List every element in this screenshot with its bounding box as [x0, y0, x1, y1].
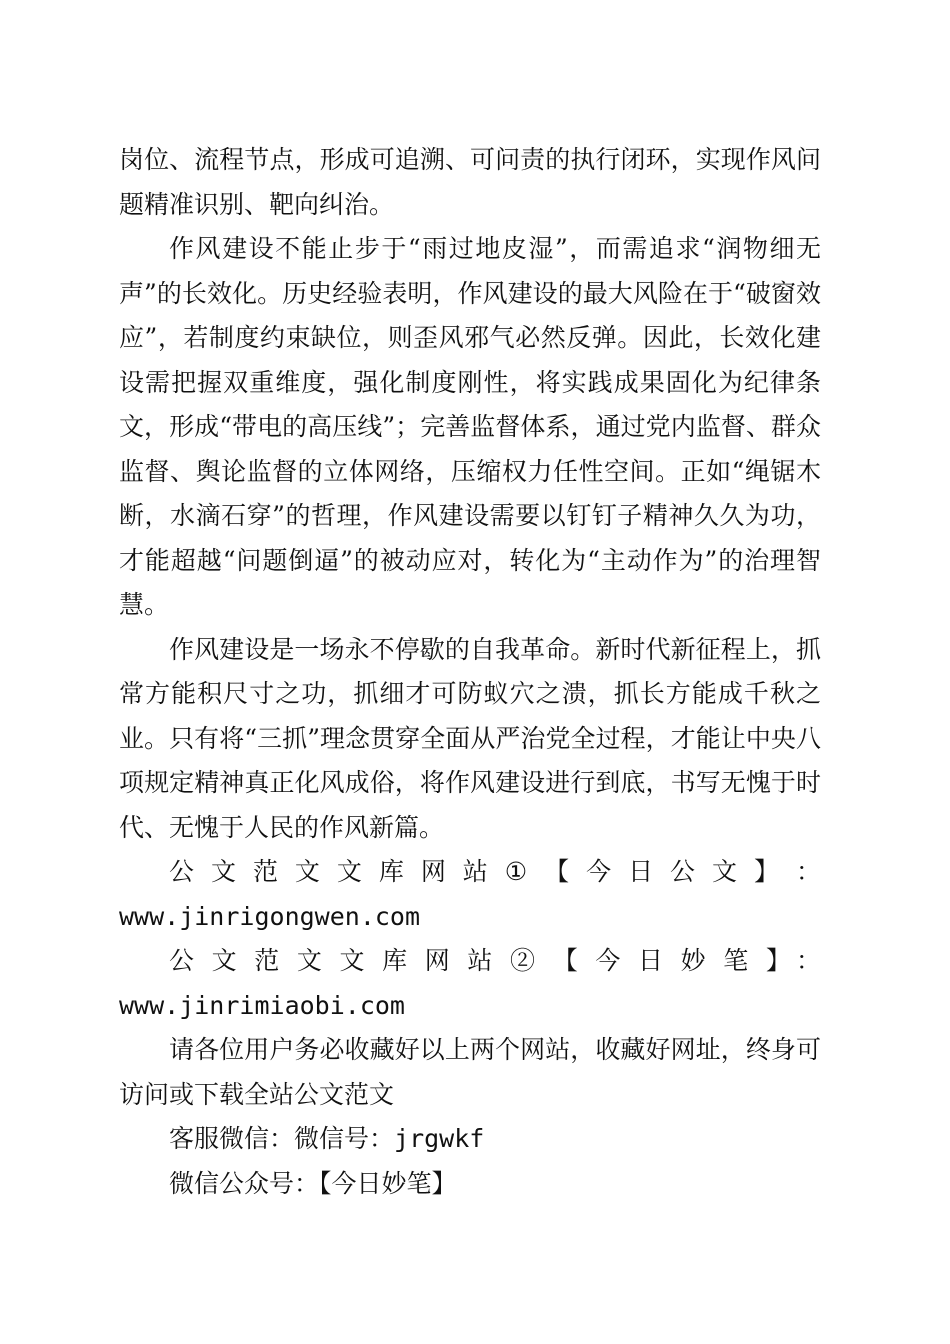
wechat-service-label: 客服微信：微信号： — [169, 1124, 395, 1153]
paragraph-continuation: 岗位、流程节点，形成可追溯、可问责的执行闭环，实现作风问题精准识别、靶向纠治。 — [119, 145, 821, 219]
wechat-service-line — [119, 1117, 821, 1162]
website-1-char: 文 — [294, 857, 320, 886]
website-1-char: 【 — [544, 857, 570, 886]
paragraph-conclusion: 作风建设是一场永不停歇的自我革命。新时代新征程上，抓常方能积尺寸之功，抓细才可防蚁穴之溃，抓长方能成千秋之业。只有将“三抓”理念贯穿全面从严治党全过程，才能让中央八项规定精神真正化风成俗，将作风建设进行到底，书写无愧于时代、无愧于人民的作风新篇。 — [119, 634, 821, 842]
paragraph-long-term: 作风建设不能止步于“雨过地皮湿”，而需追求“润物细无声”的长效化。历史经验表明，作风建设的最大风险在于“破窗效应”，若制度约束缺位，则歪风邪气必然反弹。因此，长效化建设需把握双重维度，强化制度刚性，将实践成果固化为纪律条文，形成“带电的高压线”；完善监督体系，通过党内监督、群众监督、舆论监督的立体网络，压缩权力任性空间。正如“绳锯木断，水滴石穿”的哲理，作风建设需要以钉钉子精神久久为功，才能超越“问题倒逼”的被动应对，转化为“主动作为”的治理智慧。 — [119, 234, 821, 619]
bookmark-notice: 请各位用户务必收藏好以上两个网站，收藏好网址，终身可访问或下载全站公文范文 — [119, 1035, 821, 1109]
website-1-url[interactable]: www.jinrigongwen.com — [119, 901, 421, 931]
website-1-line — [119, 850, 821, 939]
website-1-char: 范 — [252, 857, 278, 886]
wechat-id: jrgwkf — [394, 1124, 485, 1153]
website-1-char: 网 — [420, 857, 446, 886]
website-1-char: 文 — [210, 857, 236, 886]
website-1-char: 日 — [628, 857, 654, 886]
website-1-char: 站 — [462, 857, 488, 886]
website-1-char: 公 — [169, 857, 195, 886]
website-1-char: 】 — [753, 857, 779, 886]
website-1-char: 公 — [670, 857, 696, 886]
website-1-label — [169, 850, 821, 895]
official-account-line: 微信公众号：【今日妙笔】 — [169, 1168, 457, 1198]
website-2-url[interactable]: www.jinrimiaobi.com — [119, 990, 405, 1020]
website-1-char: 文 — [336, 857, 362, 886]
website-1-char: ① — [504, 857, 528, 886]
website-1-char: 今 — [586, 857, 612, 886]
website-1-char: 文 — [712, 857, 738, 886]
document-page — [119, 138, 821, 1206]
website-2-label: 公文范文文库网站②【今日妙笔】： — [169, 946, 821, 975]
website-2-line — [119, 939, 821, 1028]
website-1-char: ： — [795, 857, 821, 886]
website-1-char: 库 — [378, 857, 404, 886]
